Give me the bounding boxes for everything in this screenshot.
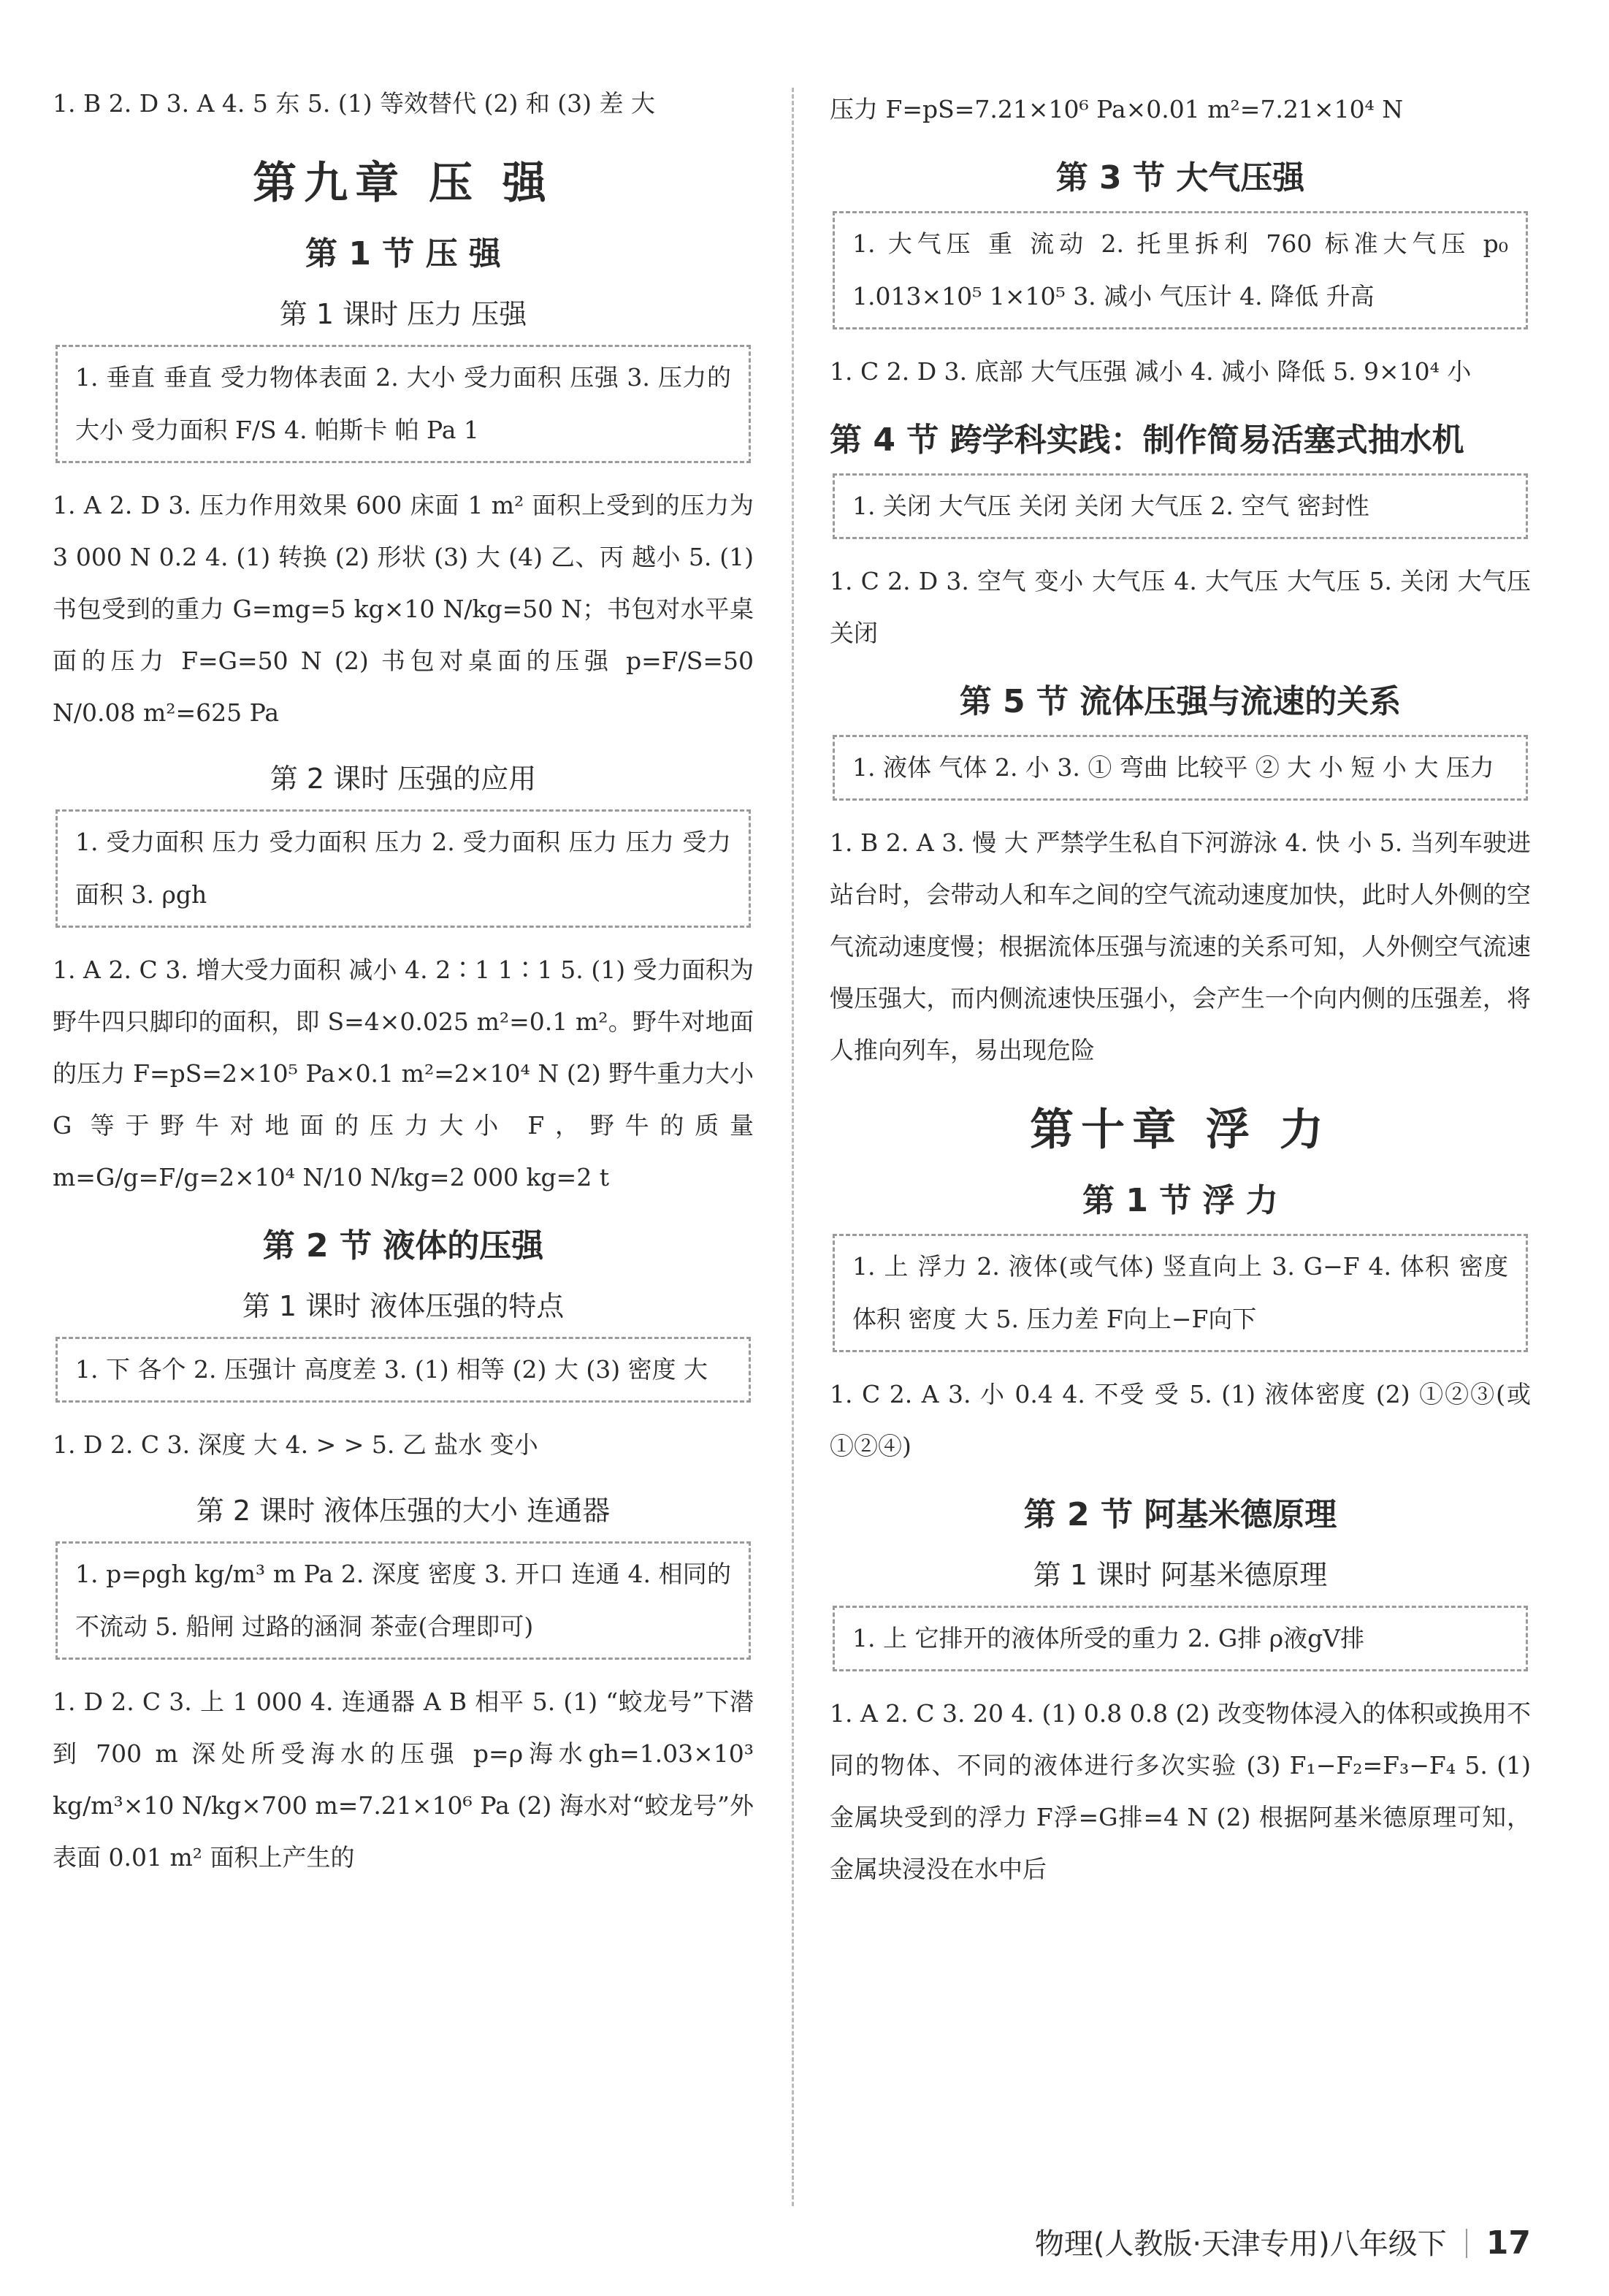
answer-box-2 bbox=[56, 809, 751, 928]
section-2-title: 第 2 节 液体的压强 bbox=[262, 1227, 544, 1265]
answer-box-9 bbox=[833, 1606, 1528, 1671]
footer-separator bbox=[1466, 2229, 1467, 2258]
answer-box-4 bbox=[56, 1541, 751, 1660]
answers-9: 1. A 2. C 3. 20 4. (1) 0.8 0.8 (2) 改变物体浸入的体积或换用不同的物体、不同的液体进行多次实验 (3) F₁−F₂=F₃−F₄ 5. (1) 金属块受到的浮力 F浮=G排=4 N (2) 根据阿基米德原理可知，金属块浸没在水中后 bbox=[830, 1699, 1531, 1883]
page-number: 17 bbox=[1486, 2224, 1531, 2262]
answers-6: 1. C 2. D 3. 空气 变小 大气压 4. 大气压 大气压 5. 关闭 大气压 关闭 bbox=[830, 567, 1531, 647]
answers-2: 1. A 2. C 3. 增大受力面积 减小 4. 2∶1 1∶1 5. (1) 受力面积为野牛四只脚印的面积，即 S=4×0.025 m²=0.1 m²。野牛对地面的压力 F=pS=2×10⁵ Pa×0.1 m²=2×10⁴ N (2) 野牛重力大小 G 等于野牛对地面的压力大小 F，野牛的质量 m=G/g=F/g=2×10⁴ N/10 N/kg=2 000 kg=2 t bbox=[53, 956, 754, 1191]
answer-box-3 bbox=[56, 1337, 751, 1403]
section-3-title: 第 3 节 大气压强 bbox=[1055, 159, 1305, 197]
box-text: 1. 上 浮力 2. 液体(或气体) 竖直向上 3. G−F 4. 体积 密度 体积 密度 大 5. 压力差 F向上−F向下 bbox=[852, 1252, 1508, 1333]
answers-5: 1. C 2. D 3. 底部 大气压强 减小 4. 减小 降低 5. 9×10⁴ 小 bbox=[830, 357, 1472, 386]
section-1-title: 第 1 节 压 强 bbox=[305, 235, 501, 272]
lesson-3-title: 第 1 课时 液体压强的特点 bbox=[242, 1290, 565, 1322]
answer-box-1 bbox=[56, 345, 751, 463]
answers-3: 1. D 2. C 3. 深度 大 4. > > 5. 乙 盐水 变小 bbox=[53, 1430, 538, 1459]
box-text: 1. 垂直 垂直 受力物体表面 2. 大小 受力面积 压强 3. 压力的大小 受力面积 F/S 4. 帕斯卡 帕 Pa 1 bbox=[75, 363, 731, 444]
section-10-2-title: 第 2 节 阿基米德原理 bbox=[1023, 1496, 1337, 1533]
answer-box-8 bbox=[833, 1234, 1528, 1352]
section-4-title: 第 4 节 跨学科实践：制作简易活塞式抽水机 bbox=[830, 422, 1464, 459]
column-divider bbox=[792, 88, 794, 2206]
answers-1: 1. A 2. D 3. 压力作用效果 600 床面 1 m² 面积上受到的压力为 3 000 N 0.2 4. (1) 转换 (2) 形状 (3) 大 (4) 乙、丙 越小 5. (1) 书包受到的重力 G=mg=5 kg×10 N/kg=50 N；书包对水平桌面的压力 F=G=50 N (2) 书包对桌面的压强 p=F/S=50 N/0.08 m²=625 Pa bbox=[53, 491, 754, 727]
intro-answers: 1. B 2. D 3. A 4. 5 东 5. (1) 等效替代 (2) 和 (3) 差 大 bbox=[53, 89, 656, 118]
chapter-10-title: 第十章 浮 力 bbox=[1030, 1105, 1331, 1156]
lesson-10-2-1-title: 第 1 课时 阿基米德原理 bbox=[1033, 1559, 1328, 1591]
answer-box-6 bbox=[833, 473, 1528, 539]
page-footer bbox=[830, 2221, 1531, 2262]
box-text: 1. 上 它排开的液体所受的重力 2. G排 ρ液gV排 bbox=[852, 1624, 1365, 1652]
box-text: 1. 液体 气体 2. 小 3. ① 弯曲 比较平 ② 大 小 短 小 大 压力 bbox=[852, 753, 1494, 782]
box-text: 1. 下 各个 2. 压强计 高度差 3. (1) 相等 (2) 大 (3) 密度 大 bbox=[75, 1355, 708, 1384]
lesson-1-title: 第 1 课时 压力 压强 bbox=[279, 298, 527, 330]
box-text: 1. 大气压 重 流动 2. 托里拆利 760 标准大气压 p₀ 1.013×10⁵ 1×10⁵ 3. 减小 气压计 4. 降低 升高 bbox=[852, 229, 1508, 310]
box-text: 1. p=ρgh kg/m³ m Pa 2. 深度 密度 3. 开口 连通 4. 相同的 不流动 5. 船闸 过路的涵洞 茶壶(合理即可) bbox=[75, 1560, 731, 1641]
chapter-9-title: 第九章 压 强 bbox=[253, 158, 554, 209]
section-10-1-title: 第 1 节 浮 力 bbox=[1082, 1182, 1278, 1219]
answers-8: 1. C 2. A 3. 小 0.4 4. 不受 受 5. (1) 液体密度 (2) ①②③(或①②④) bbox=[830, 1380, 1531, 1460]
lesson-4-title: 第 2 课时 液体压强的大小 连通器 bbox=[196, 1495, 611, 1527]
right-column bbox=[830, 0, 1531, 1895]
answer-box-5 bbox=[833, 211, 1528, 329]
answers-7: 1. B 2. A 3. 慢 大 严禁学生私自下河游泳 4. 快 小 5. 当列车驶进站台时，会带动人和车之间的空气流动速度加快，此时人外侧的空气流动速度慢；根据流体压强与流速的关系可知，人外侧空气流速慢压强大，而内侧流速快压强小，会产生一个向内侧的压强差，将人推向列车，易出现危险 bbox=[830, 828, 1531, 1064]
answer-box-7 bbox=[833, 735, 1528, 801]
continued-answer: 压力 F=pS=7.21×10⁶ Pa×0.01 m²=7.21×10⁴ N bbox=[830, 95, 1404, 123]
lesson-2-title: 第 2 课时 压强的应用 bbox=[270, 763, 537, 795]
book-title: 物理(人教版·天津专用)八年级下 bbox=[1034, 2227, 1447, 2261]
left-column bbox=[53, 0, 754, 1883]
section-5-title: 第 5 节 流体压强与流速的关系 bbox=[959, 683, 1402, 720]
box-text: 1. 受力面积 压力 受力面积 压力 2. 受力面积 压力 压力 受力面积 3. ρgh bbox=[75, 828, 731, 909]
box-text: 1. 关闭 大气压 关闭 关闭 大气压 2. 空气 密封性 bbox=[852, 492, 1369, 520]
answers-4: 1. D 2. C 3. 上 1 000 4. 连通器 A B 相平 5. (1) “蛟龙号”下潜到 700 m 深处所受海水的压强 p=ρ海水gh=1.03×10³ kg/m³×10 N/kg×700 m=7.21×10⁶ Pa (2) 海水对“蛟龙号”外表面 0.01 m² 面积上产生的 bbox=[53, 1687, 754, 1872]
